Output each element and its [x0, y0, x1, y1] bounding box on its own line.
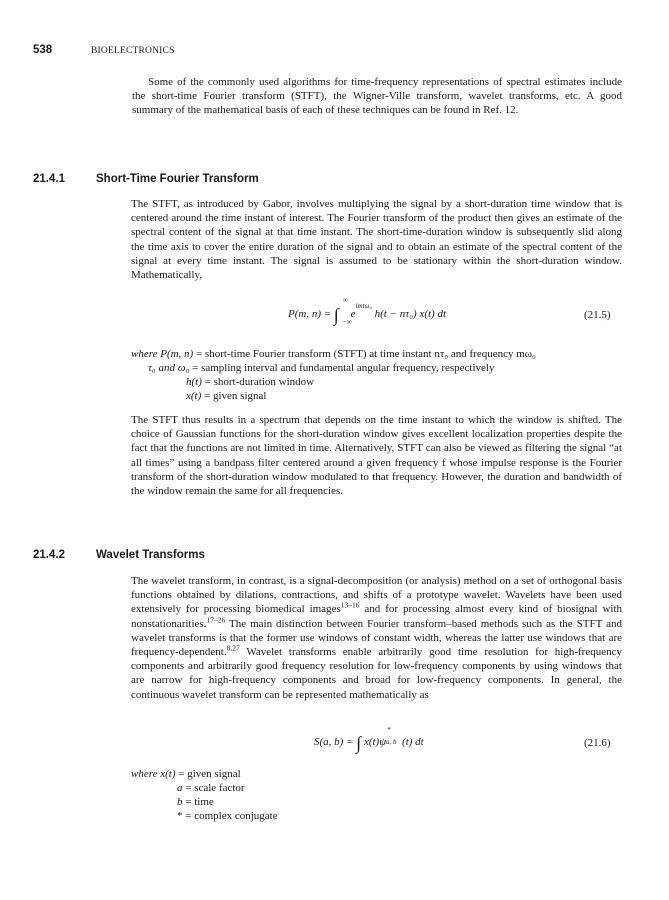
- lower-limit: −∞: [341, 318, 352, 326]
- where-line: [148, 362, 495, 374]
- section-number: 21.4.2: [33, 549, 65, 561]
- eq-base: e: [350, 308, 356, 320]
- integral-sign: ∫: [333, 305, 339, 325]
- citation-ref: 8,27: [226, 643, 240, 653]
- where-line: [177, 782, 245, 794]
- where-definition: = short-duration window: [204, 376, 315, 388]
- section-number: 21.4.1: [33, 173, 65, 185]
- intro-paragraph: Some of the commonly used algorithms for time-frequency representations of spectral estimates include the short-time Fourier transform (STFT), the Wigner-Ville transform, wavelet transforms, etc. A good summary of the mathematical basis of each of these techniques can be found in Ref. 12.: [132, 76, 622, 117]
- eq-exponent: imtω₀: [355, 302, 372, 310]
- integral-sign: ∫: [356, 733, 362, 753]
- eq-lhs: S(a, b) =: [314, 736, 354, 748]
- where-line: [131, 768, 241, 780]
- stft-paragraph-1: The STFT, as introduced by Gabor, involves multiplying the signal by a short-duration time window that is centered around the time instant of interest. The Fourier transform of the product then gives an estimate of the spectral content of the signal at that time instant. The short-time-duration window is subsequently slid along the time axis to cover the entire duration of the signal and to obtain an estimate of the spectral content of the signal at every time instant. The signal is assumed to be stationary within the short-duration window. Mathematically,: [131, 198, 622, 282]
- page-number: 538: [33, 44, 53, 56]
- wavelet-text: The wavelet transform, in contrast, is a signal-decomposition (or analysis) method on a set of orthogonal basis functions obtained by dilations, contractions, and shifts of a prototype wavelet. Wavelets have been used extensively for processing biomedical images: [131, 575, 622, 616]
- where-symbol: *: [177, 810, 183, 822]
- where-definition: = short-time Fourier transform (STFT) at time instant nτ₀ and frequency mω₀: [195, 348, 536, 360]
- where-line: [186, 390, 266, 402]
- eq-sub: a, b: [386, 738, 397, 746]
- citation-ref: 13–16: [340, 600, 360, 610]
- where-line: [177, 796, 214, 808]
- where-symbol: x(t): [186, 390, 202, 402]
- section-heading-wavelet: [33, 549, 205, 561]
- where-symbol: where x(t): [131, 768, 176, 780]
- stft-paragraph-2: The STFT thus results in a spectrum that depends on the time instant to which the window is shifted. The choice of Gaussian functions for the short-duration window gives excellent localization properties despite the fact that the functions are not limited in time. Alternatively, STFT can also be viewed as filtering the signal “at all times” using a bandpass filter centered around a given frequency f whose impulse response is the Fourier transform of the short-duration window modulated to that frequency. However, the duration and bandwidth of the window remain the same for all frequencies.: [131, 414, 622, 498]
- wavelet-text: and for processing almost every kind of biosignal with nonstationarities.: [131, 603, 622, 630]
- equation-number-21-5: (21.5): [584, 309, 611, 321]
- eq-lhs: P(m, n) =: [288, 308, 332, 320]
- where-symbol: τ₀ and ω₀: [148, 362, 190, 374]
- wavelet-text: The main distinction between Fourier transform–based methods such as the STFT and wavelet transforms is that the former use windows of constant width, whereas the latter use windows that are frequency-dependent.: [131, 617, 622, 659]
- where-line: [177, 810, 278, 822]
- equation-21-5: [288, 296, 447, 326]
- where-symbol: h(t): [186, 376, 202, 388]
- equation-21-6: [314, 726, 424, 754]
- where-definition: = complex conjugate: [185, 810, 278, 822]
- section-title: Short-Time Fourier Transform: [96, 173, 259, 185]
- section-title: Wavelet Transforms: [96, 549, 205, 561]
- where-definition: = time: [185, 796, 214, 808]
- where-definition: = scale factor: [185, 782, 245, 794]
- where-definition: = sampling interval and fundamental angular frequency, respectively: [192, 362, 495, 374]
- where-line: [186, 376, 314, 388]
- eq-integrand: x(t)ψ: [363, 736, 387, 748]
- where-symbol: where P(m, n): [131, 348, 194, 360]
- eq-integrand-post: (t) dt: [402, 736, 424, 748]
- where-definition: = given signal: [178, 768, 241, 780]
- wavelet-text: Wavelet transforms enable arbitrarily good time resolution for high-frequency components and arbitrarily good frequency resolution for low-frequency components by using windows that are narrow for high-frequency components and broad for low-frequency components. In general, the continuous wavelet transform can be represented mathematically as: [131, 646, 622, 701]
- section-heading-stft: [33, 173, 259, 185]
- equation-number-21-6: (21.6): [584, 737, 611, 749]
- eq-rest: h(t − nτ₀) x(t) dt: [374, 308, 447, 320]
- wavelet-paragraph: [131, 574, 622, 702]
- eq-sup: *: [387, 726, 391, 734]
- where-definition: = given signal: [204, 390, 267, 402]
- where-symbol: a: [177, 782, 183, 794]
- where-line: [131, 348, 536, 360]
- citation-ref: 17–26: [206, 614, 226, 624]
- where-symbol: b: [177, 796, 183, 808]
- upper-limit: ∞: [342, 296, 348, 304]
- running-title: BIOELECTRONICS: [91, 46, 175, 56]
